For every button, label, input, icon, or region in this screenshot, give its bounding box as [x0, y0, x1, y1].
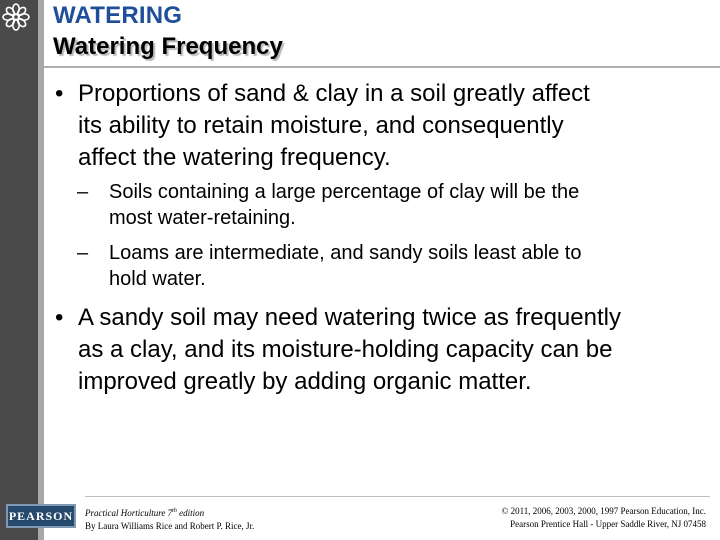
flower-icon: [1, 2, 31, 32]
sub-bullet-mark: –: [77, 181, 89, 203]
bullet-item: [55, 302, 705, 398]
footer-copyright: © 2011, 2006, 2003, 2000, 1997 Pearson Education, Inc.: [501, 506, 706, 516]
sub-bullet-item: [77, 240, 707, 292]
sub-bullet-item: [77, 179, 707, 231]
bullet-line: improved greatly by adding organic matter.: [78, 368, 532, 395]
footer-edition-word: edition: [176, 508, 205, 518]
left-sidebar-band: [0, 0, 38, 540]
sub-bullet-mark: –: [77, 242, 89, 264]
slide-title: WATERING: [53, 2, 183, 29]
footer-copyright-block: [502, 505, 706, 531]
bullet-mark: •: [55, 80, 64, 107]
bullet-text: [78, 78, 590, 174]
bullet-text: [78, 302, 621, 398]
footer-book-title-line: [85, 505, 254, 520]
bullet-line: Proportions of sand & clay in a soil greatly affect: [78, 80, 590, 107]
bullet-line: as a clay, and its moisture-holding capacity can be: [78, 336, 613, 363]
pearson-logo: PEARSON: [6, 504, 76, 528]
slide-subtitle: Watering Frequency: [53, 33, 283, 60]
footer-authors: By Laura Williams Rice and Robert P. Rice, Jr.: [85, 521, 255, 531]
footer-imprint: Pearson Prentice Hall - Upper Saddle River, NJ 07458: [510, 519, 706, 529]
sub-bullet-line: Soils containing a large percentage of clay will be the: [109, 181, 580, 203]
bullet-line: its ability to retain moisture, and consequently: [78, 112, 564, 139]
bullet-item: [55, 78, 705, 174]
bullet-mark: •: [55, 304, 64, 331]
bullet-line: affect the watering frequency.: [78, 144, 391, 171]
sub-bullet-line: Loams are intermediate, and sandy soils least able to: [109, 242, 582, 264]
footer-book-title: Practical Horticulture 7: [85, 508, 173, 518]
sidebar-accent-stripe: [38, 0, 44, 540]
bullet-line: A sandy soil may need watering twice as frequently: [78, 304, 621, 331]
sub-bullet-text: [109, 240, 582, 292]
footer-divider: [85, 496, 710, 497]
footer-book-info: [85, 505, 254, 533]
sub-bullet-line: hold water.: [109, 268, 206, 290]
sub-bullet-text: [109, 179, 579, 231]
title-divider: [44, 66, 720, 68]
sub-bullet-line: most water-retaining.: [109, 207, 296, 229]
footer-edition-superscript: th: [172, 508, 177, 514]
